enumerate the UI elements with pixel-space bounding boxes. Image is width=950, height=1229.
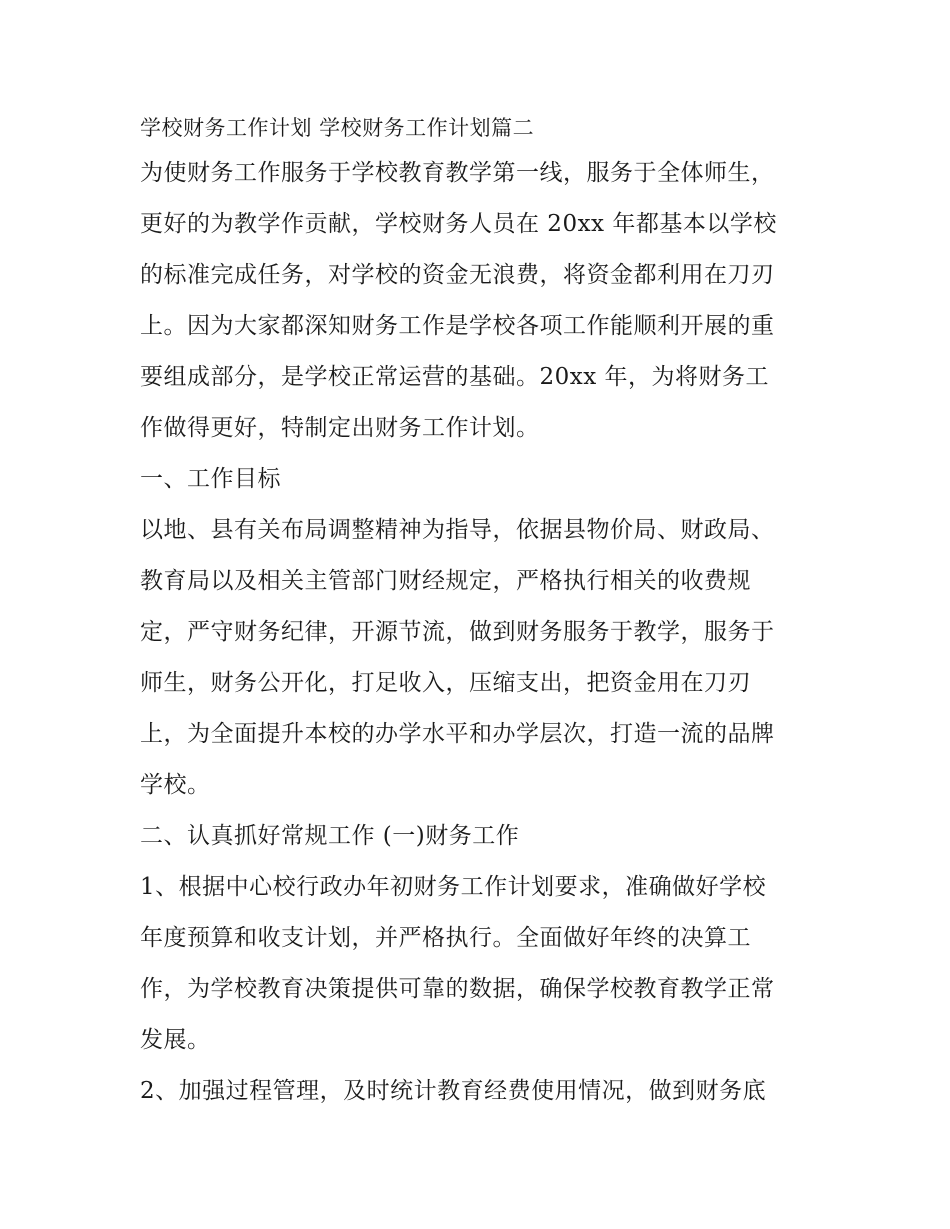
text-line: 定，严守财务纪律，开源节流，做到财务服务于教学，服务于	[140, 619, 775, 645]
section-heading: 二、认真抓好常规工作 (一)财务工作	[140, 823, 520, 849]
text-line: 的标准完成任务，对学校的资金无浪费，将资金都利用在刀刃	[140, 262, 775, 288]
text-line: 年度预算和收支计划，并严格执行。全面做好年终的决算工	[140, 925, 751, 951]
text-line: 1、根据中心校行政办年初财务工作计划要求，准确做好学校	[140, 874, 767, 900]
text-line: 2、加强过程管理，及时统计教育经费使用情况，做到财务底	[140, 1078, 767, 1104]
text-line: 上，为全面提升本校的办学水平和办学层次，打造一流的品牌	[140, 721, 775, 747]
text-line: 发展。	[140, 1027, 211, 1053]
text-line: 师生，财务公开化，打足收入，压缩支出，把资金用在刀刃	[140, 670, 751, 696]
text-line: 以地、县有关布局调整精神为指导，依据县物价局、财政局、	[140, 517, 775, 543]
text-line: 更好的为教学作贡献，学校财务人员在 20xx 年都基本以学校	[140, 211, 777, 237]
text-line: 教育局以及相关主管部门财经规定，严格执行相关的收费规	[140, 568, 751, 594]
section-heading: 一、工作目标	[140, 466, 281, 492]
document-body	[140, 108, 820, 1117]
text-line: 上。因为大家都深知财务工作是学校各项工作能顺利开展的重	[140, 313, 775, 339]
text-line: 作做得更好，特制定出财务工作计划。	[140, 415, 540, 441]
text-line: 学校。	[140, 772, 211, 798]
text-line: 为使财务工作服务于学校教育教学第一线，服务于全体师生，	[140, 160, 775, 186]
document-title: 学校财务工作计划 学校财务工作计划篇二	[140, 116, 535, 140]
text-line: 要组成部分，是学校正常运营的基础。20xx 年，为将财务工	[140, 364, 770, 390]
text-line: 作，为学校教育决策提供可靠的数据，确保学校教育教学正常	[140, 976, 775, 1002]
